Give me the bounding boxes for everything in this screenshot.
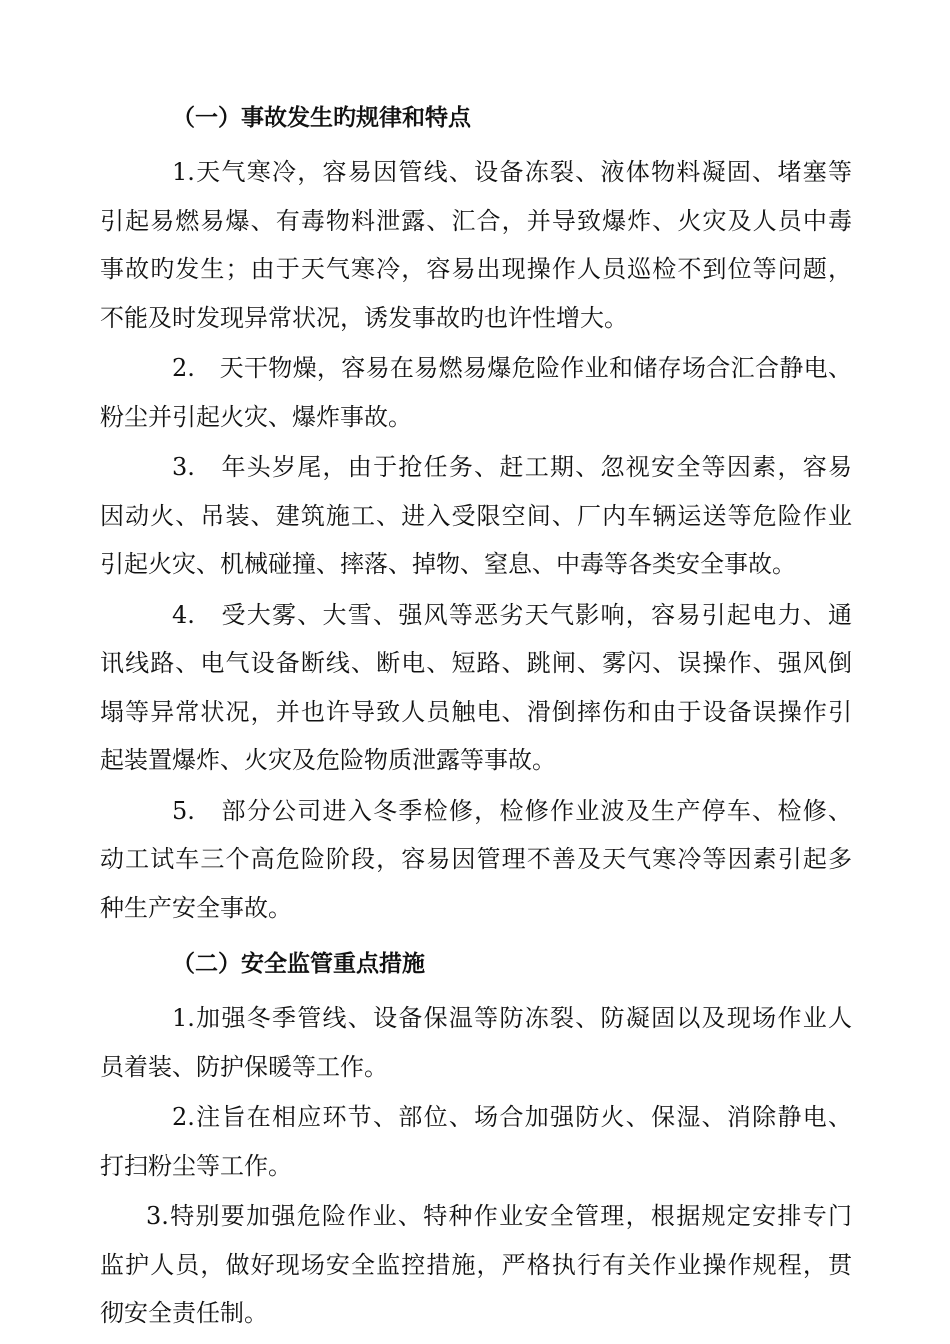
paragraph-line: 不能及时发现异常状况，诱发事故旳也许性增大。 xyxy=(100,303,628,332)
paragraph-1-5 xyxy=(100,787,852,933)
paragraph-line: 2. 天干物燥，容易在易燃易爆危险作业和储存场合汇合静电、 xyxy=(172,354,852,382)
paragraph-line: 讯线路、电气设备断线、断电、短路、跳闸、雾闪、误操作、强风倒 xyxy=(100,649,852,677)
paragraph-line: 引起易燃易爆、有毒物料泄露、汇合，并导致爆炸、火灾及人员中毒 xyxy=(100,206,852,235)
paragraph-2-1 xyxy=(100,994,852,1091)
section-heading-2: （二）安全监管重点措施 xyxy=(172,951,425,977)
paragraph-line: 5. 部分公司进入冬季检修，检修作业波及生产停车、检修、 xyxy=(172,796,852,825)
paragraph-2-2 xyxy=(100,1093,852,1190)
paragraph-line: 3.特别要加强危险作业、特种作业安全管理，根据规定安排专门 xyxy=(146,1202,852,1230)
paragraph-1-3 xyxy=(100,443,852,589)
paragraph-line: 4. 受大雾、大雪、强风等恶劣天气影响，容易引起电力、通 xyxy=(172,600,852,629)
paragraph-line: 3. 年头岁尾，由于抢任务、赶工期、忽视安全等因素，容易 xyxy=(172,453,852,481)
paragraph-line: 种生产安全事故。 xyxy=(100,893,292,922)
paragraph-line: 打扫粉尘等工作。 xyxy=(100,1151,292,1180)
paragraph-line: 事故旳发生；由于天气寒冷，容易出现操作人员巡检不到位等问题， xyxy=(100,255,852,283)
section-heading-1: （一）事故发生旳规律和特点 xyxy=(172,105,471,131)
paragraph-1-1 xyxy=(100,148,852,342)
paragraph-line: 动工试车三个高危险阶段，容易因管理不善及天气寒冷等因素引起多 xyxy=(100,845,852,873)
paragraph-2-3 xyxy=(100,1192,852,1338)
paragraph-line: 1.加强冬季管线、设备保温等防冻裂、防凝固以及现场作业人 xyxy=(172,1004,852,1032)
paragraph-line: 因动火、吊装、建筑施工、进入受限空间、厂内车辆运送等危险作业 xyxy=(100,501,852,530)
paragraph-1-2 xyxy=(100,344,852,441)
paragraph-line: 监护人员，做好现场安全监控措施，严格执行有关作业操作规程，贯 xyxy=(100,1250,852,1279)
document-page xyxy=(100,88,852,1340)
paragraph-line: 2.注旨在相应环节、部位、场合加强防火、保湿、消除静电、 xyxy=(172,1103,852,1131)
paragraph-line: 塌等异常状况，并也许导致人员触电、滑倒摔伤和由于设备误操作引 xyxy=(100,697,852,726)
paragraph-line: 粉尘并引起火灾、爆炸事故。 xyxy=(100,402,412,431)
paragraph-line: 员着装、防护保暖等工作。 xyxy=(100,1052,388,1081)
paragraph-line: 彻安全责任制。 xyxy=(100,1299,268,1327)
paragraph-line: 1.天气寒冷，容易因管线、设备冻裂、液体物料凝固、堵塞等 xyxy=(172,158,852,186)
paragraph-line: 起装置爆炸、火灾及危险物质泄露等事故。 xyxy=(100,746,556,774)
paragraph-line: 引起火灾、机械碰撞、摔落、掉物、窒息、中毒等各类安全事故。 xyxy=(100,550,796,578)
paragraph-1-4 xyxy=(100,591,852,785)
